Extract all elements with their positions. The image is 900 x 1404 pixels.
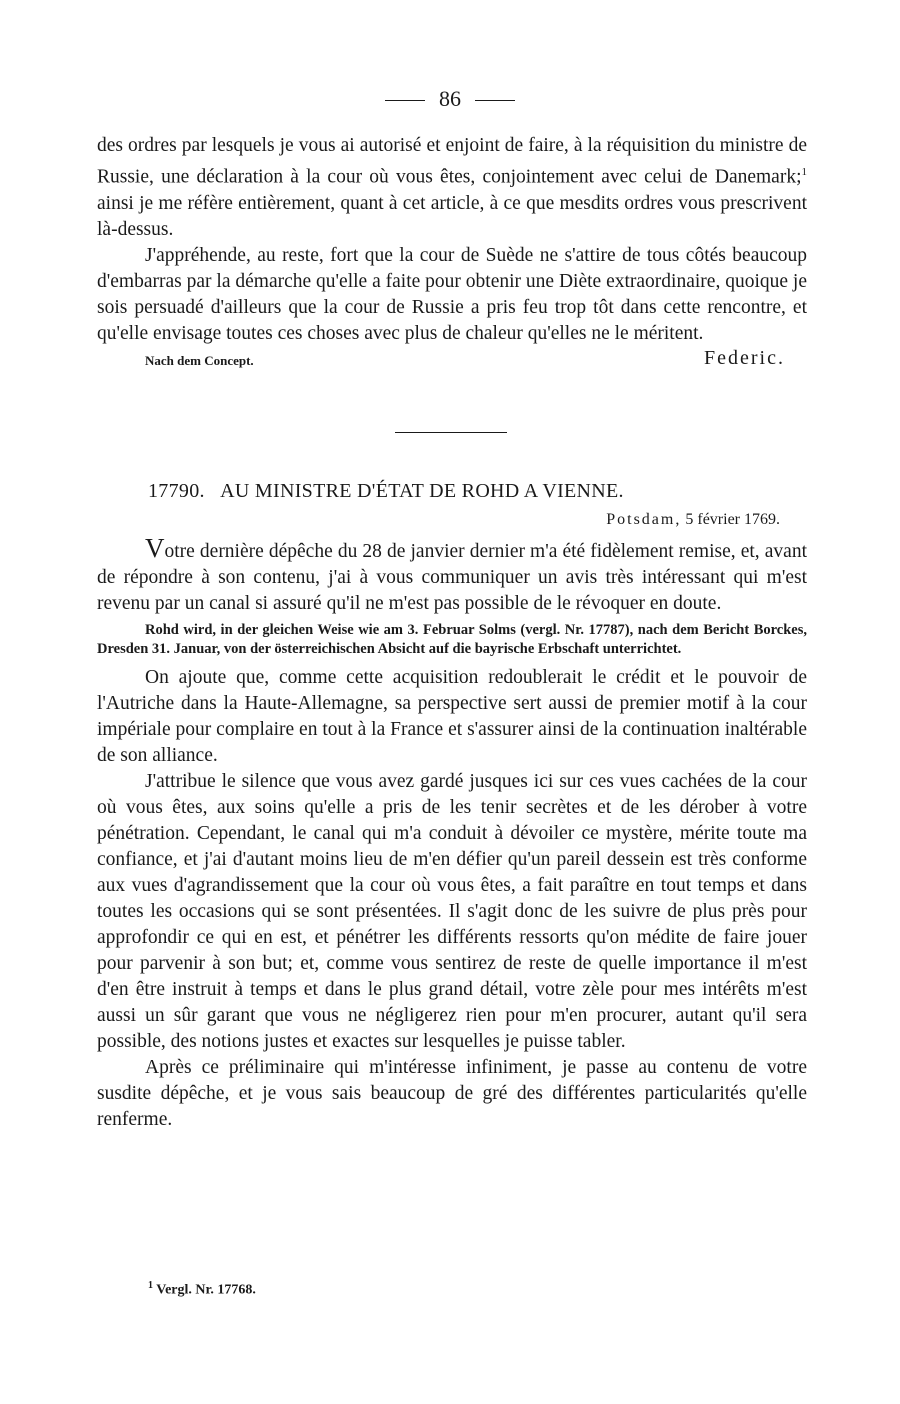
source-note: Nach dem Concept.	[145, 352, 254, 368]
closing-line	[97, 347, 807, 375]
continued-paragraph-1-text: des ordres par lesquels je vous ai autorisé et enjoint de faire, à la réquisition du ministre de Russie, une déclaration à la cour où vous êtes, conjointement avec celui de Danemark;	[97, 135, 807, 188]
letter-heading	[148, 480, 768, 503]
continued-paragraph-1-end: ainsi je me réfère entièrement, quant à cet article, à ce que mesdits ordres vous prescrivent là-dessus.	[97, 192, 807, 240]
letter-paragraph-3: J'attribue le silence que vous avez gardé jusques ici sur ces vues cachées de la cour où vous êtes, aux soins qu'elle a pris de les tenir secrètes et de les dérober à votre pénétration. Cependant, le canal qui m'a conduit à dévoiler ce mystère, mérite toute ma confiance, et j'ai d'autant moins lieu de m'en défier qu'un pareil dessein est très conforme aux vues d'agrandissement que la cour où vous êtes, a fait paraître en tout temps et dans toutes les occasions qui se sont présentées. Il s'agit donc de les suivre de plus près pour approfondir ce qui en est, et pénétrer les différents ressorts qu'on médite de faire jouer pour parvenir à son but; et, comme vous sentirez de reste de quelle importance il m'est d'en être instruit à temps et dans le plus grand détail, votre zèle pour mes intérêts m'est aussi un sûr garant que vous ne négligerez rien pour m'en procurer, autant qu'il sera possible, des notions justes et exactes sur lesquelles je puisse tabler.	[97, 771, 807, 1052]
letter-title: AU MINISTRE D'ÉTAT DE ROHD A VIENNE.	[220, 480, 624, 502]
page-number-dash-left	[385, 100, 425, 101]
page-number-line	[0, 86, 900, 112]
letter-paragraph-1-text: otre dernière dépêche du 28 de janvier dernier m'a été fidèlement remise, et, avant de répondre à son contenu, j'ai à vous communiquer un avis très intéressant qui m'est revenu par un canal si assuré qu'il ne m'est pas possible de le révoquer en doute.	[97, 541, 807, 614]
footnote-reference: 1	[801, 166, 807, 178]
letter-body	[97, 535, 807, 1133]
previous-letter-end	[97, 133, 807, 375]
initial-letter: V	[145, 533, 165, 563]
letter-number: 17790.	[148, 480, 205, 502]
letter-paragraph-2: On ajoute que, comme cette acquisition redoublerait le crédit et le pouvoir de l'Autriche dans la Haute-Allemagne, sa perspective sert aussi de premier motif à la cour impériale pour complaire en tout à la France et s'assurer ainsi de la continuation inaltérable de son alliance.	[97, 667, 807, 766]
letter-paragraph-4: Après ce préliminaire qui m'intéresse infiniment, je passe au contenu de votre susdite dépêche, et je vous sais beaucoup de gré des différentes particularités qu'elle renferme.	[97, 1057, 807, 1130]
signature: Federic.	[704, 346, 785, 369]
footnote	[148, 1280, 256, 1299]
continued-paragraph-1	[97, 133, 807, 243]
place-date-line	[606, 511, 780, 529]
letter-paragraph-1	[97, 535, 807, 617]
page-number: 86	[439, 86, 461, 111]
footnote-text: Vergl. Nr. 17768.	[156, 1282, 256, 1298]
section-divider	[395, 432, 507, 433]
continued-paragraph-2: J'appréhende, au reste, fort que la cour de Suède ne s'attire de tous côtés beaucoup d'embarras par la démarche qu'elle a faite pour obtenir une Diète extraordinaire, quoique je sois persuadé d'ailleurs que la cour de Russie a pris feu trop tôt dans cette rencontre, et qu'elle envisage toutes ces choses avec plus de chaleur qu'elles ne le méritent.	[97, 244, 807, 344]
footnote-marker: 1	[148, 1280, 153, 1291]
date: 5 février 1769.	[685, 511, 780, 528]
editor-note: Rohd wird, in der gleichen Weise wie am 3. Februar Solms (vergl. Nr. 17787), nach dem Bericht Borckes, Dresden 31. Januar, von der österreichischen Absicht auf die bayrische Erbschaft unterrichtet.	[97, 622, 807, 657]
page-number-dash-right	[475, 100, 515, 101]
place: Potsdam,	[606, 511, 682, 528]
